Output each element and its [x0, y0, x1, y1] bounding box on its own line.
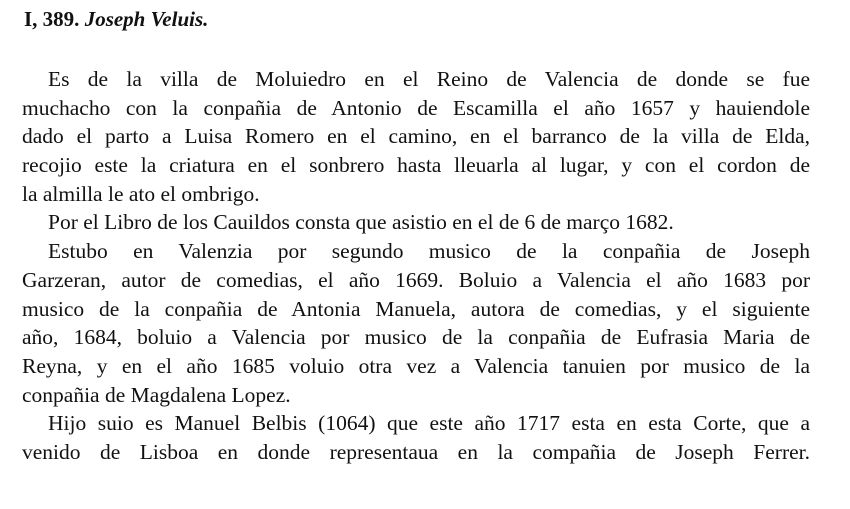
text-line: muchacho con la conpañia de Antonio de Escamilla el año 1657 y hauiendole — [22, 95, 810, 120]
text-line: Por el Libro de los Cauildos consta que asistio en el de 6 de março 1682. — [48, 210, 674, 235]
paragraph-son — [22, 409, 810, 466]
paragraph-origin — [22, 65, 810, 208]
text-line: musico de la conpañia de Antonia Manuela, autora de comedias, y el siguiente — [22, 296, 810, 321]
text-line: Hijo suio es Manuel Belbis (1064) que este año 1717 esta en esta Corte, que a — [48, 411, 810, 436]
text-line: conpañia de Magdalena Lopez. — [22, 382, 291, 407]
text-line: recojio este la criatura en el sonbrero hasta lleuarla al lugar, y con el cordon de — [22, 153, 810, 178]
text-line: Garzeran, autor de comedias, el año 1669. Boluio a Valencia el año 1683 por — [22, 267, 810, 292]
entry-body — [22, 65, 810, 467]
paragraph-career — [22, 237, 810, 409]
text-line: la almilla le ato el ombrigo. — [22, 181, 260, 206]
text-line: venido de Lisboa en donde representaua en la compañia de Joseph Ferrer. — [22, 439, 810, 464]
text-line: Reyna, y en el año 1685 voluio otra vez a Valencia tanuien por musico de la — [22, 353, 810, 378]
text-line: año, 1684, boluio a Valencia por musico de la conpañia de Eufrasia Maria de — [22, 325, 810, 350]
text-line: Es de la villa de Moluiedro en el Reino de Valencia de donde se fue — [48, 67, 810, 91]
entry-name: Joseph Veluis. — [84, 7, 209, 31]
entry-number: I, 389. — [24, 7, 80, 31]
text-line: dado el parto a Luisa Romero en el camino, en el barranco de la villa de Elda, — [22, 124, 810, 149]
text-line: Estubo en Valenzia por segundo musico de la conpañia de Joseph — [48, 239, 810, 264]
entry-heading — [24, 6, 208, 32]
paragraph-cabildos — [22, 208, 810, 237]
